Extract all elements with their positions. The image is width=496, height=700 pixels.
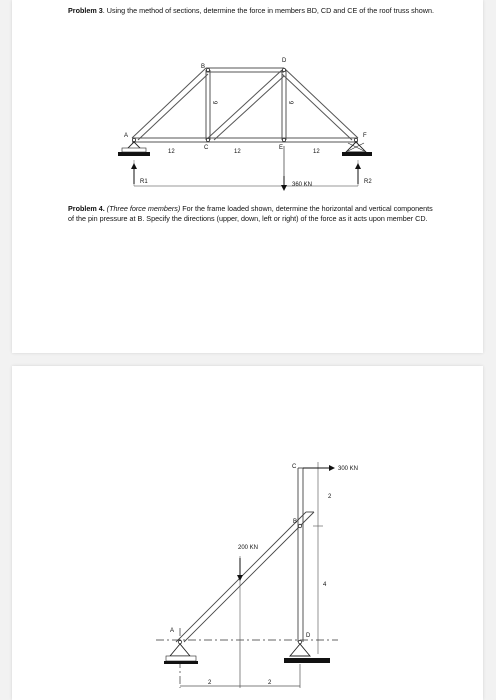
problem-3-heading: Problem 3 xyxy=(68,6,103,15)
right-support xyxy=(342,142,372,156)
load-200-label: 200 KN xyxy=(238,545,259,551)
pin-b xyxy=(298,524,301,527)
bottom-dim-3: 12 xyxy=(313,149,320,155)
node-b-label: B xyxy=(293,519,298,525)
truss-members xyxy=(132,68,358,142)
support-d xyxy=(284,644,330,663)
height-right-label: 9 xyxy=(287,101,293,105)
problem-3-text: . Using the method of sections, determine the force in members BD, CD and CE of the roof truss shown. xyxy=(102,6,434,15)
dim-top-seg: 2 xyxy=(328,494,332,500)
member-cd xyxy=(298,468,303,642)
problem-3-card xyxy=(12,0,483,353)
node-a-label: A xyxy=(170,628,175,634)
node-f-label: F xyxy=(363,133,367,139)
node-c-label: C xyxy=(204,145,209,151)
roof-truss-figure xyxy=(12,0,483,353)
node-c-label: C xyxy=(292,464,297,470)
dim-lower-seg: 4 xyxy=(323,582,327,588)
problem-4-figure-card xyxy=(12,366,483,700)
left-support xyxy=(118,142,150,156)
frame-figure xyxy=(12,366,483,700)
member-ab xyxy=(176,512,314,642)
reaction-r1-label: R1 xyxy=(140,179,148,185)
dim-bottom-left: 2 xyxy=(208,680,212,686)
height-left-label: 9 xyxy=(211,101,217,105)
node-e-label: E xyxy=(279,145,284,151)
bottom-dim-2: 12 xyxy=(234,149,241,155)
support-a xyxy=(164,644,198,664)
pin-d xyxy=(298,640,301,643)
problem-4-statement xyxy=(68,204,440,223)
problem-4-text: For the frame loaded shown, determine the horizontal and vertical components of the pin pressure at B. Specify the directions (upper, down, left or right) of the force as it acts upon member CD. xyxy=(68,204,433,223)
dim-bottom-right: 2 xyxy=(268,680,272,686)
node-b-label: B xyxy=(201,64,206,70)
problem-4-heading: Problem 4. xyxy=(68,204,105,213)
reaction-r2-label: R2 xyxy=(364,179,372,185)
load-300-label: 300 KN xyxy=(338,466,359,472)
node-a-label: A xyxy=(124,133,129,139)
node-d-label: D xyxy=(306,633,311,639)
node-d-label: D xyxy=(282,58,287,64)
bottom-dim-1: 12 xyxy=(168,149,175,155)
load-label: 360 KN xyxy=(292,182,313,188)
problem-4-subtitle: (Three force members) xyxy=(106,204,181,213)
